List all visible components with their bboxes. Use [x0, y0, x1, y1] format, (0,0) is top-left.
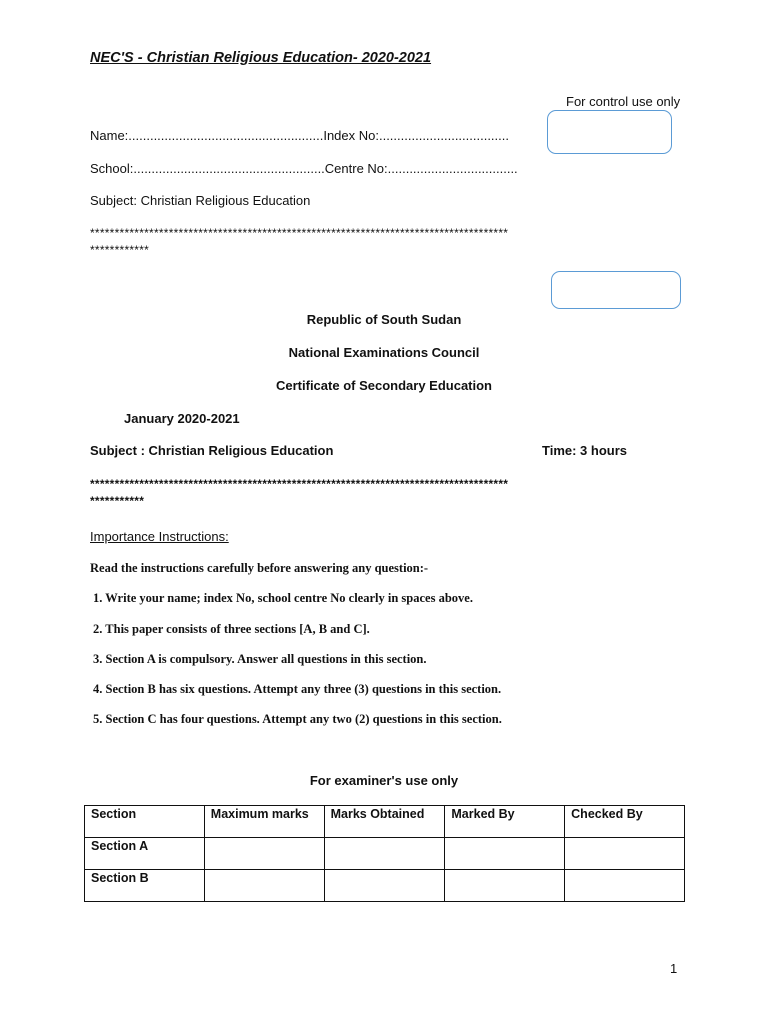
examiner-marks-table	[84, 805, 685, 902]
header-section: Section	[85, 806, 205, 838]
instruction-item-4: 4. Section B has six questions. Attempt any three (3) questions in this section.	[93, 682, 502, 696]
table-header-row	[85, 806, 685, 838]
row-section-a-marked-by[interactable]	[445, 838, 565, 870]
council-heading: National Examinations Council	[288, 345, 480, 360]
row-section-a-obtained[interactable]	[324, 838, 445, 870]
header-marked-by: Marked By	[445, 806, 565, 838]
row-section-a-label: Section A	[85, 838, 205, 870]
control-use-label: For control use only	[566, 94, 681, 109]
separator-stars-2	[90, 476, 508, 510]
control-use-box[interactable]	[547, 110, 672, 154]
document-title: NEC'S - Christian Religious Education- 2020-2021	[90, 50, 432, 66]
exam-time: Time: 3 hours	[542, 443, 628, 458]
certificate-heading: Certificate of Secondary Education	[276, 378, 492, 393]
table-row	[85, 838, 685, 870]
header-marks-obtained: Marks Obtained	[324, 806, 445, 838]
republic-heading: Republic of South Sudan	[306, 312, 462, 327]
name-index-line: Name:......................................................Index No:....................................	[90, 128, 509, 143]
header-maximum-marks: Maximum marks	[204, 806, 324, 838]
table-row	[85, 870, 685, 902]
instructions-intro: Read the instructions carefully before answering any question:-	[90, 561, 429, 575]
row-section-b-maximum[interactable]	[204, 870, 324, 902]
separator-stars-1-line1: *************************************************************************************	[90, 226, 509, 240]
row-section-a-maximum[interactable]	[204, 838, 324, 870]
page-number: 1	[670, 961, 678, 976]
row-section-b-obtained[interactable]	[324, 870, 445, 902]
instruction-item-5: 5. Section C has four questions. Attempt any two (2) questions in this section.	[93, 712, 502, 726]
row-section-b-label: Section B	[85, 870, 205, 902]
examiner-table-caption: For examiner's use only	[309, 773, 459, 788]
exam-subject: Subject : Christian Religious Education	[90, 443, 334, 458]
separator-stars-1	[90, 225, 508, 259]
row-section-b-checked-by[interactable]	[565, 870, 685, 902]
instruction-item-2: 2. This paper consists of three sections [A, B and C].	[93, 622, 370, 636]
instruction-item-3: 3. Section A is compulsory. Answer all questions in this section.	[93, 652, 427, 666]
row-section-b-marked-by[interactable]	[445, 870, 565, 902]
subject-line: Subject: Christian Religious Education	[90, 193, 311, 208]
school-centre-line: School:.....................................................Centre No:....................................	[90, 161, 518, 176]
header-checked-by: Checked By	[565, 806, 685, 838]
second-control-box[interactable]	[551, 271, 681, 309]
instructions-heading: Importance Instructions:	[90, 529, 229, 544]
exam-date: January 2020-2021	[124, 411, 240, 426]
separator-stars-1-line2: ************	[90, 243, 150, 257]
instruction-item-1: 1. Write your name; index No, school centre No clearly in spaces above.	[93, 591, 473, 605]
separator-stars-2-line1: *************************************************************************************	[90, 477, 509, 491]
separator-stars-2-line2: ***********	[90, 494, 145, 508]
row-section-a-checked-by[interactable]	[565, 838, 685, 870]
